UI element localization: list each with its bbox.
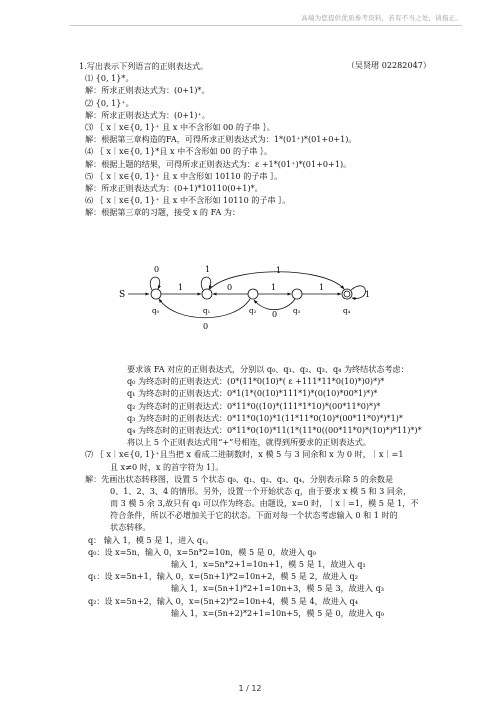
text-line: q₃ 为终态时的正则表达式：0*11*0(10)*1(11*11*0(10)*(00*11*0)*)*1)* xyxy=(127,412,403,423)
state-q1 xyxy=(202,289,212,299)
text-line: q₄ 为终态时的正则表达式：0*11*0(10)*11(1*(11*0((00*11*0)*(10)*)*11)*)* xyxy=(127,424,422,435)
document-body-continued xyxy=(79,363,431,619)
text-line: 解：根据第三章构造的FA，可得所求正则表达式为：1*(01⁺)*(01+0+1)。 xyxy=(85,134,357,145)
section-b xyxy=(79,363,431,619)
header-rule xyxy=(70,25,462,26)
text-line: 解：所求正则表达式为：(0+1)*10110(0+1)*。 xyxy=(85,182,263,193)
text-line: 解：所求正则表达式为：(0+1)⁺。 xyxy=(85,109,210,120)
text-line: q₂：设 x=5n+2，输入 0，x=(5n+2)*2=10n+4，模 5 是 4，故进入 q₄ xyxy=(88,595,358,606)
text-line: q₁ 为终态时的正则表达式：0*1(1*(0(10)*111*1)*(0(10)*00*1)*)* xyxy=(127,388,378,399)
text-line: ⑵ {0, 1}⁺。 xyxy=(85,97,134,108)
text-line: 将以上 5 个正则表达式用“+”号相连，就得到所要求的正则表达式。 xyxy=(127,437,371,448)
section-a xyxy=(79,60,431,218)
edge-label-q3-q4: 1 xyxy=(319,283,325,292)
text-line: 而 3 模 5 余 3,故只有 q₃ 可以作为终态。由题设，x=0 时，｜x｜=1，模 5 是 1，不 xyxy=(110,498,419,509)
text-line: ⑹ ｛ x｜x∈{0, 1}⁺ 且 x 中不含形如 10110 的子串 ｝。 xyxy=(85,195,291,206)
edge-label-q1-loop: 1 xyxy=(205,265,211,274)
text-line: 0、1、2、3、4 的情形。另外，设置一个开始状态 q，由于要求 x 模 5 和 3 同余， xyxy=(110,485,412,496)
text-line: ⑶ ｛ x｜x∈{0, 1}⁺ 且 x 中不含形如 00 的子串 ｝。 xyxy=(85,121,275,132)
text-line: 输入 1，x=5n*2+1=10n+1，模 5 是 1，故进入 q₁ xyxy=(171,559,366,569)
text-line: 1.写出表示下列语言的正则表达式。 xyxy=(79,61,209,71)
edge-label-q2-q0: 0 xyxy=(203,322,209,331)
edge-label-q0-q1: 1 xyxy=(178,283,184,292)
text-line: q₀ 为终态时的正则表达式：(0*(11*0(10)*( ε +111*11*0(10)*)0)*)* xyxy=(127,376,385,387)
text-line: q₀：设 x=5n，输入 0，x=5n*2=10n，模 5 是 0，故进入 q₀ xyxy=(88,546,316,557)
state-q4-inner xyxy=(344,291,350,297)
fa-diagram xyxy=(114,258,374,348)
text-line: ⑺ ｛ x｜x∈{0, 1}⁺且当把 x 看成二进制数时，x 模 5 与 3 同余和 x 为 0 时，｜x｜=1 xyxy=(85,449,404,460)
edge-q0-loop xyxy=(150,277,160,290)
header-note: 高端为您提供优质参考资料，若有不当之处，请指正。 xyxy=(301,14,462,22)
text-line: q₁：设 x=5n+1，输入 0，x=(5n+1)*2=10n+2，模 5 是 2，故进入 q₂ xyxy=(88,571,358,582)
text-line: 解：先画出状态转移图，设置 5 个状态 q₀、q₁、q₂、q₃、q₄，分别表示除 5 的余数是 xyxy=(85,473,394,484)
text-line: 解：根据第三章的习题，接受 x 的 FA 为： xyxy=(85,207,241,218)
text-line: ⑴ {0, 1}*。 xyxy=(85,73,134,84)
text-line: 解：所求正则表达式为：(0+1)*。 xyxy=(85,85,210,96)
state-label-q1: q₁ xyxy=(203,307,211,315)
edge-label-q2-q1: 0 xyxy=(227,283,233,292)
text-line: 解：根据上题的结果，可得所求正则表达式为：ε +1*(01⁺)*(01+0+1)。 xyxy=(85,158,352,169)
text-line: q： 输入 1，模 5 是 1，进入 q₁。 xyxy=(88,534,214,545)
state-label-q2: q₂ xyxy=(249,307,257,315)
text-line: 输入 1，x=(5n+2)*2+1=10n+5，模 5 是 0，故进入 q₀ xyxy=(171,607,384,618)
edge-q4-loop xyxy=(351,286,365,299)
state-q3 xyxy=(292,289,302,299)
state-label-q0: q₀ xyxy=(152,307,160,315)
edge-label-q4-loop: 1 xyxy=(365,290,371,299)
edge-label-q0-loop: 0 xyxy=(154,265,160,274)
state-q2 xyxy=(248,289,258,299)
edge-label-q2-q3: 1 xyxy=(271,283,277,292)
text-line: ⑸ ｛ x｜x∈{0, 1}⁺ 且 x 中含形如 10110 的子串 ｝。 xyxy=(85,170,283,181)
document-body xyxy=(79,60,431,218)
state-q4 xyxy=(342,289,352,299)
text-line: 状态转移。 xyxy=(110,522,151,533)
start-label: S xyxy=(119,290,126,300)
text-line: q₂ 为终态时的正则表达式：0*11*0((10)*(111*1*10)*(00*11*0)*)* xyxy=(127,400,381,411)
text-line: 要求该 FA 对应的正则表达式，分别以 q₀、q₁、q₂、q₃、q₄ 为终结状态考虑： xyxy=(127,364,409,374)
state-label-q4: q₄ xyxy=(343,307,351,315)
page-number: 1 / 12 xyxy=(238,684,262,693)
edge-q3-q0 xyxy=(254,299,295,310)
text-line: 输入 1，x=(5n+1)*2+1=10n+3，模 5 是 3，故进入 q₃ xyxy=(171,583,384,594)
edge-label-q3-q0: 0 xyxy=(272,310,278,319)
edge-label-q1-q4-arc: 1 xyxy=(276,266,282,275)
edge-q1-loop xyxy=(201,277,211,290)
state-label-q3: q₃ xyxy=(293,307,301,315)
text-line: 符合条件，所以不必增加关于它的状态。下面对每一个状态考虑输入 0 和 1 时的 xyxy=(110,510,398,521)
text-line: ⑷ ｛ x｜x∈{0, 1}*且 x 中不含形如 00 的子串 ｝。 xyxy=(85,146,273,157)
author-name: （吴贤珺 02282047） xyxy=(346,60,431,70)
text-line: 且 x≠0 时，x 的首字符为 1｝。 xyxy=(110,461,224,472)
state-q0 xyxy=(151,289,161,299)
